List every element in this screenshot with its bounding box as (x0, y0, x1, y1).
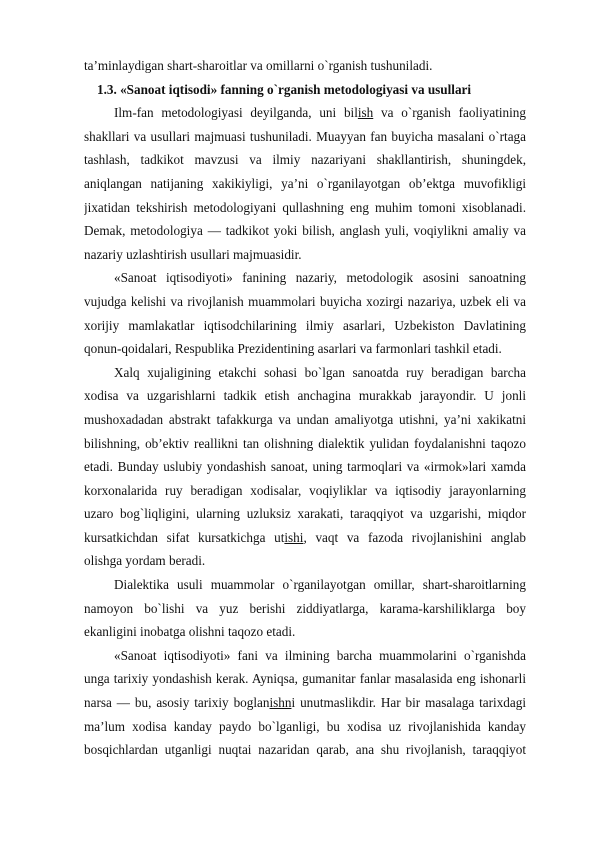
intro-line: ta’minlaydigan shart-sharoitlar va omillarni o`rganish tushuniladi. (84, 58, 433, 73)
paragraph-line: xorijiy mamlakatlar iqtisodchilarining ilmiy asarlari, Uzbekiston Davlatining (84, 317, 526, 333)
paragraph-line: tashlash, tadkikot mavzusi va ilmiy nazariyani shakllantirish, shuningdek, (84, 152, 526, 168)
paragraph-line: narsa — bu, asosiy tarixiy boglanishni unutmaslikdir. Har bir masalaga tarixdagi (84, 695, 526, 711)
paragraph-line: ekanligini inobatga olishni taqozo etadi. (84, 624, 296, 640)
paragraph-4 (84, 573, 526, 644)
paragraph-5 (84, 644, 526, 762)
paragraph-line: unga tarixiy yondashish kerak. Ayniqsa, gumanitar fanlar masalasida eng ishonarli (84, 671, 526, 687)
paragraph-line: qonun-qoidalari, Respublika Prezidentining asarlari va farmonlari tashkil etadi. (84, 341, 502, 357)
paragraph-1 (84, 101, 526, 266)
section-heading: 1.3. «Sanoat iqtisodi» fanning o`rganish metodologiyasi va usullari (97, 81, 472, 97)
paragraph-line: Dialektika usuli muammolar o`rganilayotgan omillar, shart-sharoitlarning (114, 577, 526, 593)
paragraph-line: «Sanoat iqtisodiyoti» fani va ilmining barcha muammolarini o`rganishda (114, 647, 526, 663)
paragraph-line: olishga yordam beradi. (84, 553, 206, 569)
paragraph-line: uzaro bog`liqligini, ularning uzluksiz xarakati, taraqqiyot va uzgarishi, miqdor (84, 506, 526, 522)
paragraph-line: aniqlangan natijaning xakikiyligi, ya’ni o`rganilayotgan ob’ektga muvofikligi (84, 175, 526, 191)
paragraph-line: «Sanoat iqtisodiyoti» fanining nazariy, metodologik asosini sanoatning (114, 270, 526, 286)
paragraph-line: shakllari va usullari majmuasi tushuniladi. Muayyan fan buyicha masalani o`rtaga (84, 128, 526, 144)
document-page (84, 54, 526, 762)
paragraph-line: kursatkichdan sifat kursatkichga utishi, vaqt va fazoda rivojlanishini anglab (84, 529, 526, 545)
paragraph-line: etadi. Bunday uslubiy yondashish sanoat, uning tarmoqlari va «irmok»lari xamda (84, 459, 526, 475)
paragraph-line: ma’lum xodisa kanday paydo bo`lganligi, bu xodisa uz rivojlanishida kanday (84, 718, 526, 734)
paragraph-line: jixatidan tekshirish metodologiyani qullashning eng muhim tomoni xisoblanadi. (84, 199, 526, 215)
paragraph-line: bosqichlardan utganligi nuqtai nazaridan qarab, ana shu rivojlanish, taraqqiyot (84, 742, 526, 758)
paragraph-line: xodisa va uzgarishlarni tadkik etish anchagina murakkab jarayondir. U jonli (84, 388, 526, 404)
paragraph-2 (84, 266, 526, 360)
paragraph-line: mushoxadadan abstrakt tafakkurga va undan amaliyotga utishni, ya’ni xakikatni (84, 411, 526, 427)
paragraph-line: Demak, metodologiya — tadkikot yoki bilish, anglash yuli, voqiylikni amaliy va (84, 223, 526, 239)
paragraph-line: Xalq xujaligining etakchi sohasi bo`lgan sanoatda ruy beradigan barcha (114, 364, 526, 380)
paragraph-3 (84, 361, 526, 573)
paragraph-line: bilishning, ob’ektiv reallikni tan olishning dialektik yulidan foydalanishni taqozo (84, 435, 526, 451)
paragraph-line: vujudga kelishi va rivojlanish muammolari buyicha xozirgi nazariya, uzbek eli va (84, 293, 526, 309)
paragraph-line: namoyon bo`lishi va yuz berishi ziddiyatlarga, karama-karshiliklarga boy (84, 600, 526, 616)
paragraph-line: korxonalarida ruy beradigan xodisalar, voqiyliklar va iqtisodiy jarayonlarning (84, 482, 526, 498)
paragraph-line: Ilm-fan metodologiyasi deyilganda, uni bilish va o`rganish faoliyatining (114, 105, 526, 121)
paragraph-line: nazariy uzlashtirish usullari majmuasidir. (84, 246, 302, 262)
